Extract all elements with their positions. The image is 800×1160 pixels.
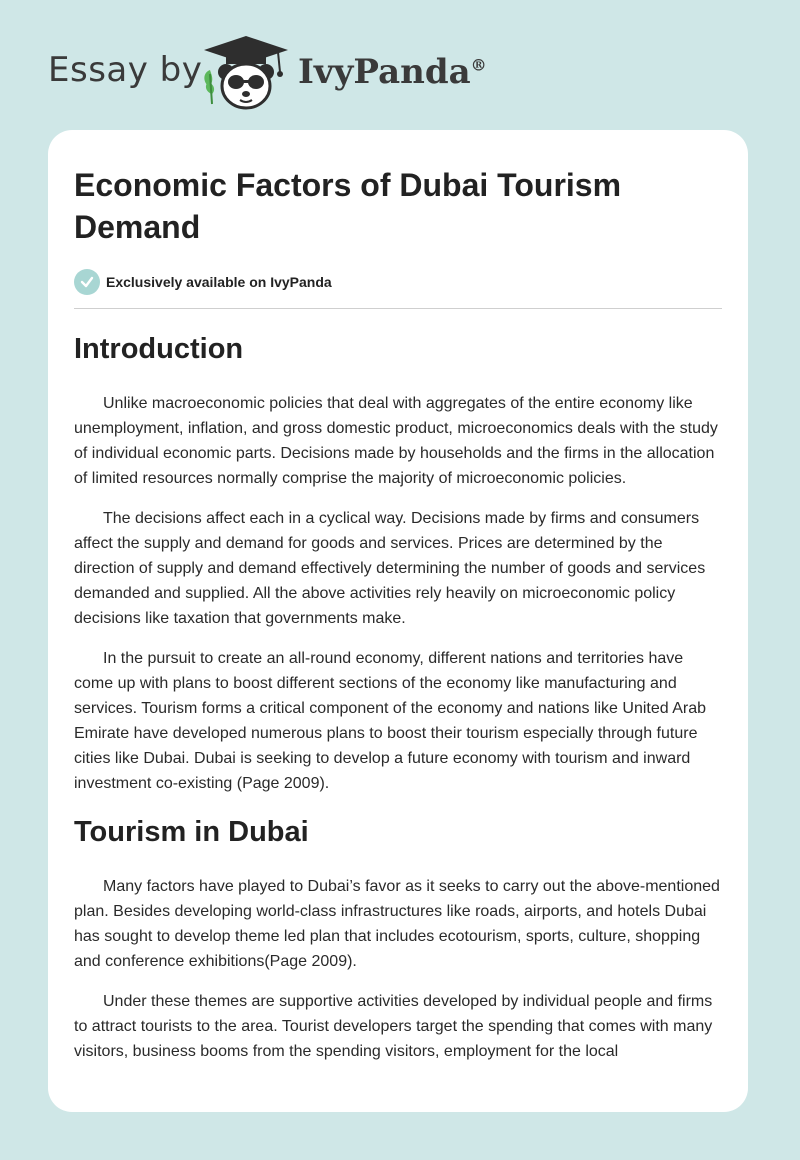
paragraph: Under these themes are supportive activities developed by individual people and firms to attract tourists to the area. Tourist developers target the spending that comes with many visitors, business booms from the spending visitors, employment for the local	[74, 993, 713, 1060]
paragraph: The decisions affect each in a cyclical way. Decisions made by firms and consumers affect the supply and demand for goods and services. Prices are determined by the direction of supply and demand effectively determining the number of goods and services demanded and supplied. All the above activities rely heavily on microeconomic policy decisions like taxation that governments make.	[74, 510, 706, 627]
section-heading: Tourism in Dubai	[74, 816, 309, 848]
article-card	[48, 130, 748, 1112]
brand-name[interactable]	[298, 52, 487, 92]
essay-by-label: Essay by	[48, 50, 203, 90]
panda-logo-icon[interactable]	[200, 34, 292, 110]
section-tourism-in-dubai	[74, 814, 722, 1064]
section-heading: Introduction	[74, 333, 244, 365]
registered-mark: ®	[470, 55, 487, 75]
article-title: Economic Factors of Dubai Tourism Demand	[74, 167, 622, 245]
exclusive-label: Exclusively available on IvyPanda	[106, 274, 332, 290]
paragraph: In the pursuit to create an all-round economy, different nations and territories have come up with plans to boost different sections of the economy like manufacturing and services. Tourism forms a critical component of the economy and nations like United Arab Emirate have developed numerous plans to boost their tourism especially through future cities like Dubai. Dubai is seeking to develop a future economy with tourism and inward investment co-existing (Page 2009).	[74, 650, 706, 792]
exclusive-badge	[74, 268, 722, 296]
paragraph: Many factors have played to Dubai’s favor as it seeks to carry out the above-mentioned plan. Besides developing world-class infrastructures like roads, airports, and hotels Dubai has sought to develop theme led plan that includes ecotourism, sports, culture, shopping and conference exhibitions(Page 2009).	[74, 878, 720, 970]
section-introduction	[74, 331, 722, 796]
brand-text: IvyPanda	[298, 52, 471, 92]
paragraph: Unlike macroeconomic policies that deal with aggregates of the entire economy like unemployment, inflation, and gross domestic product, microeconomics deals with the study of individual economic parts. Decisions made by households and the firms in the allocation of limited resources normally comprise the majority of microeconomic policies.	[74, 395, 718, 487]
divider	[74, 308, 722, 309]
check-icon	[74, 269, 100, 295]
site-header	[0, 0, 800, 130]
